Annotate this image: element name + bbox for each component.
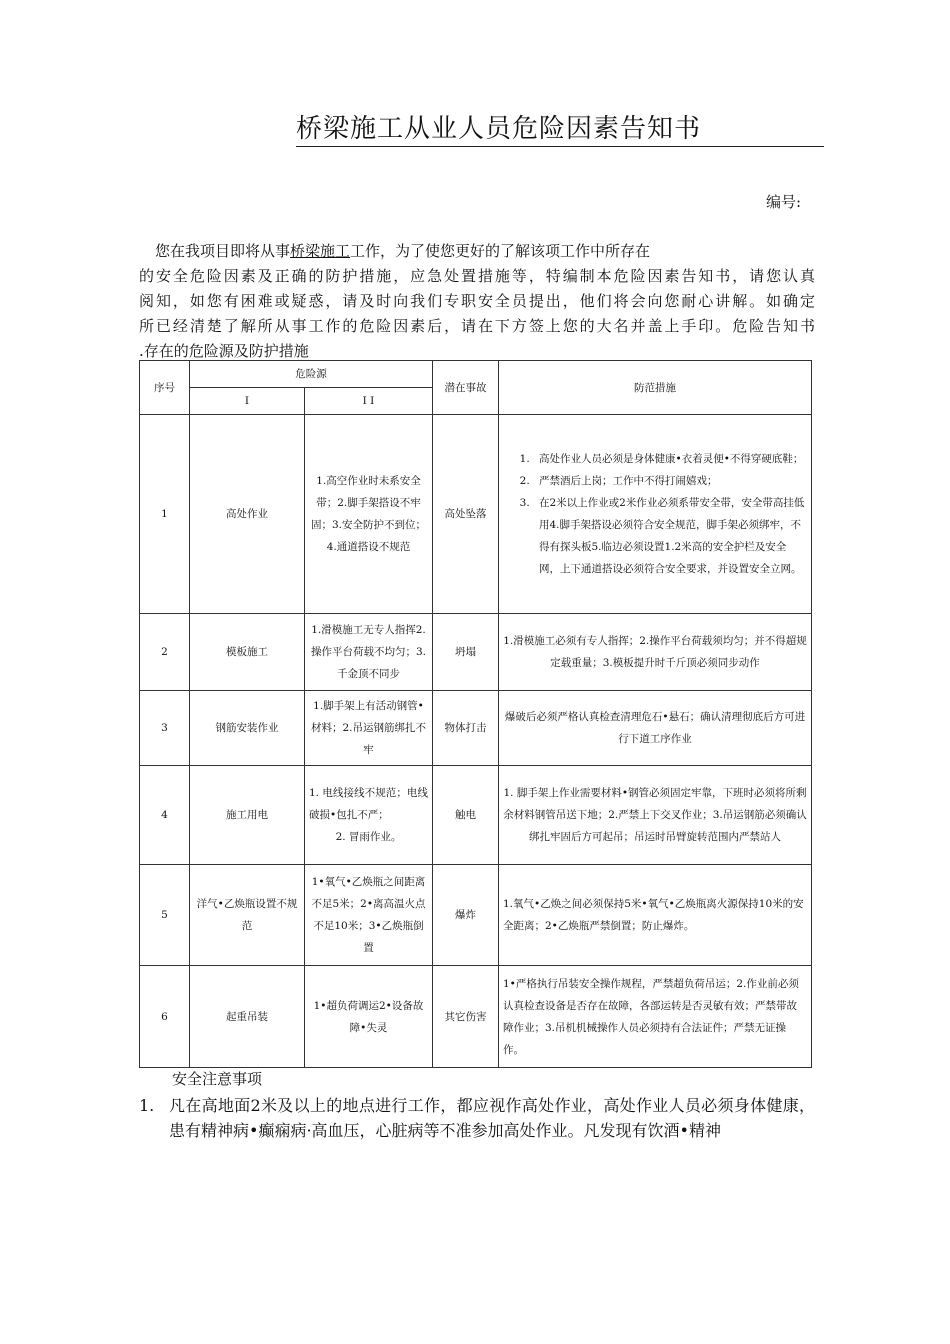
intro-paragraph [139,239,815,364]
hazard-2 [305,766,433,865]
header-measures: 防范措施 [499,361,812,415]
hazard-2: 1.滑模施工无专人指挥2.操作平台荷载不均匀；3.千金顶不同步 [305,614,433,691]
hazard-2: 1•氧气•乙焕瓶之间距离不足5米；2•离高温火点不足10米；3•乙焕瓶倒置 [305,865,433,966]
header-no: 序号 [140,361,190,415]
intro-text: 工作，为了使您更好的了解该项工作中所存在 [350,242,651,260]
row-no: 3 [140,691,190,766]
table-row [140,966,812,1068]
note-text: 凡在高地面2米及以上的地点进行工作，都应视作高处作业，高处作业人员必须身体健康，患有精神病•癫痫病·高血压，心脏病等不准参加高处作业。凡发现有饮酒•精神 [169,1096,815,1140]
table-row [140,766,812,865]
header-hazard-2: I I [305,388,433,415]
accident: 物体打击 [433,691,499,766]
row-no: 4 [140,766,190,865]
hazard-1: 洋气•乙焕瓶设置不规范 [190,865,305,966]
hazard-1: 起重吊装 [190,966,305,1068]
accident: 高处坠落 [433,415,499,614]
measures: 1. 脚手架上作业需要材料•钢管必须固定牢靠，下班时必须将所剩余材料钢管吊送下地；2.严禁上下交叉作业；3.吊运钢筋必须确认绑扎牢固后方可起吊；吊运时吊臂旋转范围内严禁站人 [499,766,812,865]
notes-heading: 安全注意事项 [172,1070,263,1088]
hazard-1: 模板施工 [190,614,305,691]
row-no: 1 [140,415,190,614]
accident: 爆炸 [433,865,499,966]
intro-line [139,239,815,264]
table-row [140,415,812,614]
note-number: 1. [139,1096,155,1115]
hazard-1: 施工用电 [190,766,305,865]
header-hazard-1: I [190,388,305,415]
serial-number-label: 编号: [766,193,802,211]
header-hazard: 危险源 [190,361,433,388]
accident: 坍塌 [433,614,499,691]
hazard-1: 钢筋安装作业 [190,691,305,766]
row-no: 6 [140,966,190,1068]
table-header-row [140,361,812,388]
list-item: 2. 严禁酒后上岗；工作中不得打闹嬉戏； [533,470,807,492]
hazard-2-line: 2. 冒雨作业。 [335,831,402,843]
table-row [140,865,812,966]
accident: 其它伤害 [433,966,499,1068]
hazard-2: 1.高空作业时未系安全带；2.脚手架搭设不牢固；3.安全防护不到位；4.通道搭设不规范 [305,415,433,614]
section-heading: .存在的危险源及防护措施 [139,342,309,360]
document-title: 桥梁施工从业人员危险因素告知书 [296,112,824,147]
measures: 1•严格执行吊装安全操作规程，严禁超负荷吊运；2.作业前必须认真检查设备是否存在故障，各部运转是否灵敏有效；严禁带故障作业；3.吊机机械操作人员必须持有合法证件；严禁无证操作。 [499,966,812,1068]
table-row [140,691,812,766]
measures: 爆破后必须严格认真检查清理危石•悬石；确认清理彻底后方可进行下道工序作业 [499,691,812,766]
table-row [140,614,812,691]
accident: 触电 [433,766,499,865]
intro-text: 您在我项目即将从事 [155,242,291,260]
intro-line: 阅知，如您有困难或疑惑，请及时向我们专职安全员提出，他们将会向您耐心讲解。如确定 [139,292,815,310]
hazard-2-line: 1. 电线接线不规范；电线破损•包扎不严； [309,787,428,821]
hazard-2: 1.脚手架上有活动钢管•材料；2.吊运钢筋绑扎不牢 [305,691,433,766]
hazard-2: 1•超负荷调运2•设备故障•失灵 [305,966,433,1068]
measures: 1.氧气•乙焕之间必须保持5米•氧气•乙焕瓶离火源保持10米的安全距离；2•乙焕瓶严禁倒置；防止爆炸。 [499,865,812,966]
header-accident: 潜在事故 [433,361,499,415]
hazard-table [139,360,812,1068]
list-item: 1. 高处作业人员必须是身体健康•衣着灵便•不得穿硬底鞋； [533,448,807,470]
row-no: 5 [140,865,190,966]
row-no: 2 [140,614,190,691]
intro-line: 的安全危险因素及正确的防护措施，应急处置措施等，特编制本危险因素告知书，请您认真 [139,267,815,285]
measures: 1.滑模施工必须有专人指挥；2.操作平台荷载须均匀；并不得超规定载重量；3.模板提升时千斤顶必须同步动作 [499,614,812,691]
note-item [139,1093,815,1143]
measures-list [503,448,807,580]
list-item: 3. 在2米以上作业或2米作业必须系带安全带，安全带高挂低用4.脚手架搭设必须符合安全规范，脚手架必须绑牢，不得有探头板5.临边必须设置1.2米高的安全护栏及安全网，上下通道搭设必须符合安全要求，并设置安全立网。 [533,492,807,580]
hazard-1: 高处作业 [190,415,305,614]
intro-line: 所已经清楚了解所从事工作的危险因素后，请在下方签上您的大名并盖上手印。危险告知书 [139,317,815,335]
measures [499,415,812,614]
job-name: 桥梁施工 [290,242,351,260]
